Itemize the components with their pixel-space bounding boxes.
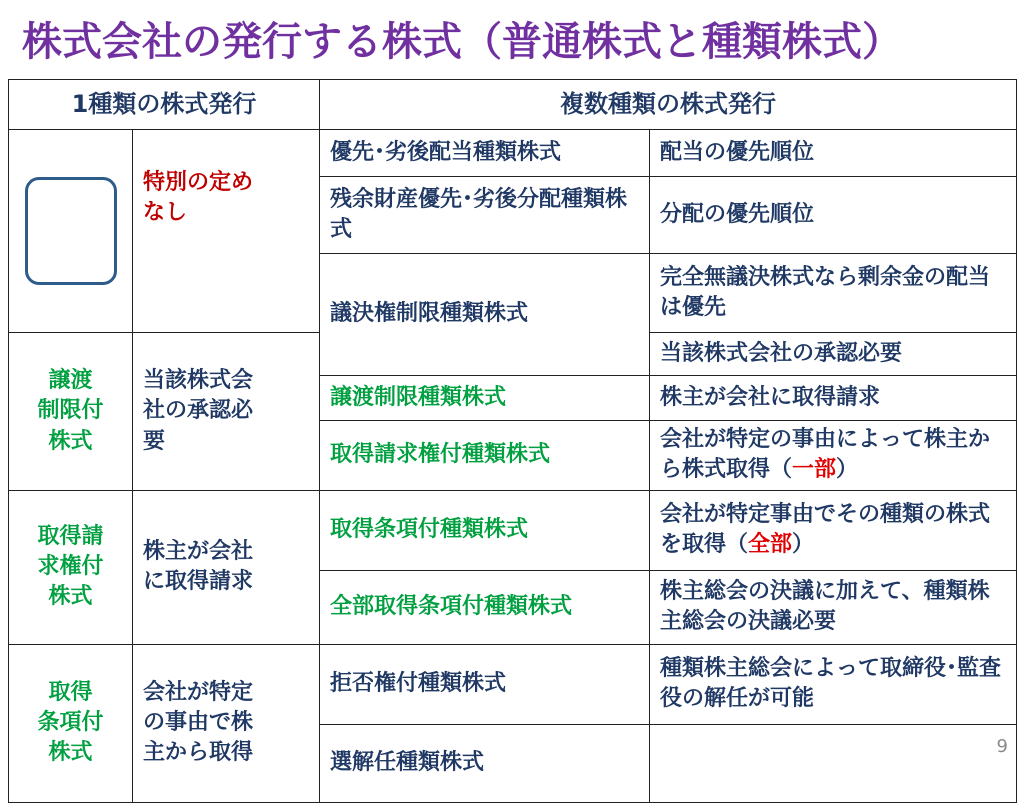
row-4-type: 取得請求権付種類株式 <box>320 421 650 491</box>
page-number: 9 <box>996 736 1008 757</box>
row-0-desc: 配当の優先順位 <box>650 130 1017 177</box>
share-types-table <box>8 79 1017 803</box>
left-desc-0 <box>133 130 320 333</box>
left-label-2-text: 取得請 求権付 株式 <box>37 523 104 610</box>
left-label-3 <box>9 644 133 802</box>
row-6-desc-pre: 会社が特定事由でその種類の株式を取得（ <box>660 501 991 558</box>
common-share-box <box>25 177 117 285</box>
left-label-1-text: 譲渡 制限付 株式 <box>37 367 104 454</box>
left-desc-3-text: 会社が特定 の事由で株 主から取得 <box>143 679 254 766</box>
left-desc-3 <box>133 644 320 802</box>
row-5-type: 取得条項付種類株式 <box>320 490 650 570</box>
row-7-type: 拒否権付種類株式 <box>320 644 650 724</box>
row-8-type: 選解任種類株式 <box>320 724 650 802</box>
row-5-desc-em: 一部 <box>792 457 837 483</box>
row-3-desc: 当該株式会社の承認必要 <box>650 333 1017 376</box>
row-2-type: 議決権制限種類株式 <box>320 254 650 376</box>
row-4-desc: 株主が会社に取得請求 <box>650 376 1017 421</box>
left-desc-0-text: 特別の定め なし <box>143 170 254 226</box>
row-3-type: 譲渡制限種類株式 <box>320 376 650 421</box>
left-label-2 <box>9 490 133 644</box>
header-multiple-types: 複数種類の株式発行 <box>320 80 1017 130</box>
left-desc-1-text: 当該株式会 社の承認必 要 <box>143 367 254 454</box>
row-0-type: 優先･劣後配当種類株式 <box>320 130 650 177</box>
left-desc-2 <box>133 490 320 644</box>
row-8-desc: 種類株主総会によって取締役･監査役の解任が可能 <box>650 644 1017 724</box>
row-5-desc <box>650 421 1017 491</box>
common-share-box-cell <box>9 130 133 333</box>
row-8-extra <box>650 724 1017 802</box>
row-5-desc-pre: 会社が特定の事由によって株主から株式取得（ <box>660 427 991 483</box>
row-7-desc: 株主総会の決議に加えて、種類株主総会の決議必要 <box>650 570 1017 644</box>
left-label-3-text: 取得 条項付 株式 <box>37 679 104 766</box>
header-single-type: 1種類の株式発行 <box>9 80 320 130</box>
left-desc-2-text: 株主が会社 に取得請求 <box>143 538 254 595</box>
row-6-type: 全部取得条項付種類株式 <box>320 570 650 644</box>
row-6-desc-em: 全部 <box>748 532 793 558</box>
slide-title: 株式会社の発行する株式（普通株式と種類株式） <box>22 19 902 65</box>
row-1-desc: 分配の優先順位 <box>650 177 1017 254</box>
row-2-desc: 完全無議決株式なら剰余金の配当は優先 <box>650 254 1017 333</box>
row-5-desc-post: ） <box>836 457 859 483</box>
left-label-1 <box>9 333 133 491</box>
row-6-desc <box>650 490 1017 570</box>
row-1-type: 残余財産優先･劣後分配種類株式 <box>320 177 650 254</box>
row-6-desc-post: ） <box>792 532 815 558</box>
left-desc-1 <box>133 333 320 491</box>
